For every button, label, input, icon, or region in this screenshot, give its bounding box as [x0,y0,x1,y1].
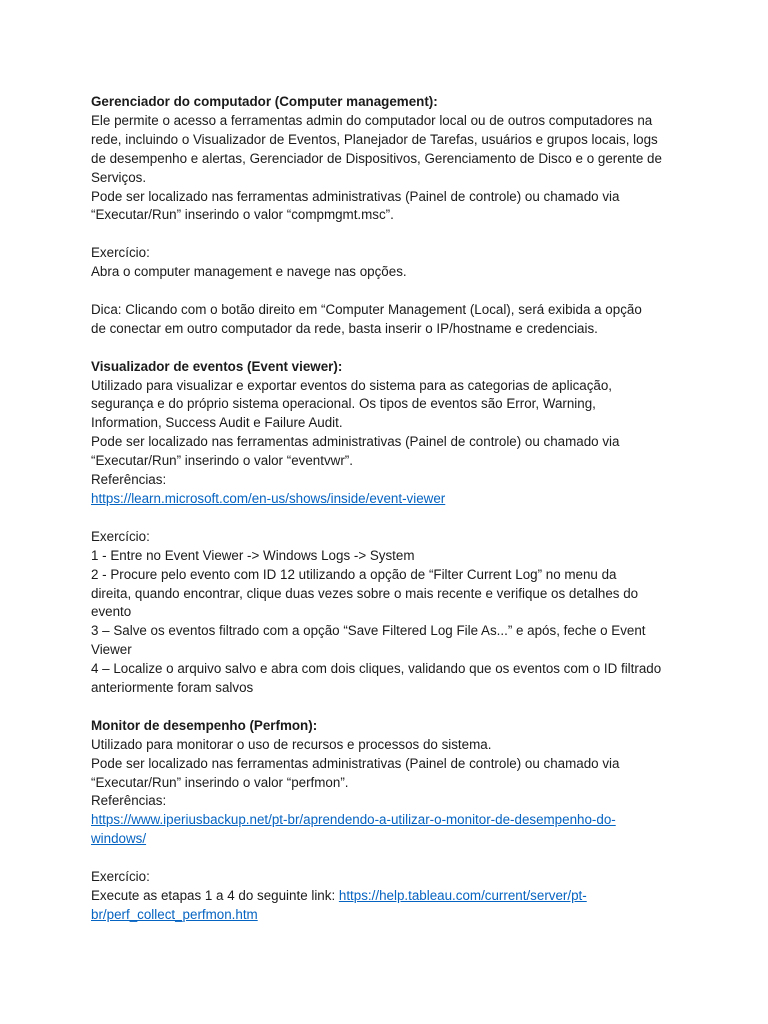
paragraph-line: Utilizado para monitorar o uso de recursos e processos do sistema. [91,736,492,752]
document-page [91,93,691,925]
paragraph-line: Utilizado para visualizar e exportar eventos do sistema para as categorias de aplicação, [91,377,613,393]
blank-line [91,849,691,868]
section-heading: Visualizador de eventos (Event viewer): [91,358,343,374]
paragraph-line: Ele permite o acesso a ferramentas admin do computador local ou de outros computadores na [91,112,653,128]
paragraph-line: de desempenho e alertas, Gerenciador de Dispositivos, Gerenciamento de Disco e o gerente de [91,150,662,166]
tableau-perfmon-link-continued[interactable]: br/perf_collect_perfmon.htm [91,906,258,922]
blank-line [91,698,691,717]
exercise-line [91,887,691,906]
paragraph-line: Serviços. [91,169,147,185]
exercise-step: Viewer [91,642,132,658]
exercise-label: Exercício: [91,528,150,544]
paragraph-line: Information, Success Audit e Failure Audit. [91,415,343,431]
paragraph-line: Pode ser localizado nas ferramentas administrativas (Painel de controle) ou chamado via [91,188,620,204]
tip-line: de conectar em outro computador da rede, basta inserir o IP/hostname e credenciais. [91,320,598,336]
paragraph-line: segurança e do próprio sistema operacional. Os tipos de eventos são Error, Warning, [91,396,596,412]
perfmon-reference-link[interactable]: https://www.iperiusbackup.net/pt-br/aprendendo-a-utilizar-o-monitor-de-desempenho-do- [91,812,616,828]
references-label: Referências: [91,472,167,488]
exercise-text: Execute as etapas 1 a 4 do seguinte link: [91,887,339,903]
section-heading: Gerenciador do computador (Computer management): [91,94,438,109]
blank-line [91,339,691,358]
blank-line [91,225,691,244]
tableau-perfmon-link[interactable]: https://help.tableau.com/current/server/pt- [338,887,587,903]
paragraph-line: Pode ser localizado nas ferramentas administrativas (Painel de controle) ou chamado via [91,755,620,771]
exercise-step: 2 - Procure pelo evento com ID 12 utilizando a opção de “Filter Current Log” no menu da [91,566,617,582]
exercise-line: Abra o computer management e navege nas opções. [91,264,407,280]
exercise-step: evento [91,604,132,620]
section-perfmon [91,717,691,925]
paragraph-line: Pode ser localizado nas ferramentas administrativas (Painel de controle) ou chamado via [91,434,620,450]
exercise-step: 4 – Localize o arquivo salvo e abra com dois cliques, validando que os eventos com o ID filtrado [91,661,662,677]
tip-line: Dica: Clicando com o botão direito em “Computer Management (Local), será exibida a opção [91,301,642,317]
exercise-step: 1 - Entre no Event Viewer -> Windows Logs -> System [91,547,415,563]
paragraph-line: “Executar/Run” inserindo o valor “compmgmt.msc”. [91,207,394,223]
paragraph-line: rede, incluindo o Visualizador de Eventos, Planejador de Tarefas, usuários e grupos locais, logs [91,131,658,147]
paragraph-line: “Executar/Run” inserindo o valor “eventvwr”. [91,453,353,469]
exercise-step: 3 – Salve os eventos filtrado com a opção “Save Filtered Log File As...” e após, feche o Event [91,623,646,639]
exercise-step: anteriormente foram salvos [91,680,254,696]
blank-line [91,509,691,528]
event-viewer-reference-link[interactable]: https://learn.microsoft.com/en-us/shows/inside/event-viewer [91,490,446,506]
exercise-label: Exercício: [91,245,150,261]
perfmon-reference-link-continued[interactable]: windows/ [91,831,147,847]
blank-line [91,282,691,301]
exercise-label: Exercício: [91,869,150,885]
section-event-viewer [91,358,691,698]
section-heading: Monitor de desempenho (Perfmon): [91,717,318,733]
paragraph-line: “Executar/Run” inserindo o valor “perfmon”. [91,774,349,790]
exercise-step: direita, quando encontrar, clique duas vezes sobre o mais recente e verifique os detalhes do [91,585,639,601]
references-label: Referências: [91,793,167,809]
section-computer-management [91,93,691,339]
